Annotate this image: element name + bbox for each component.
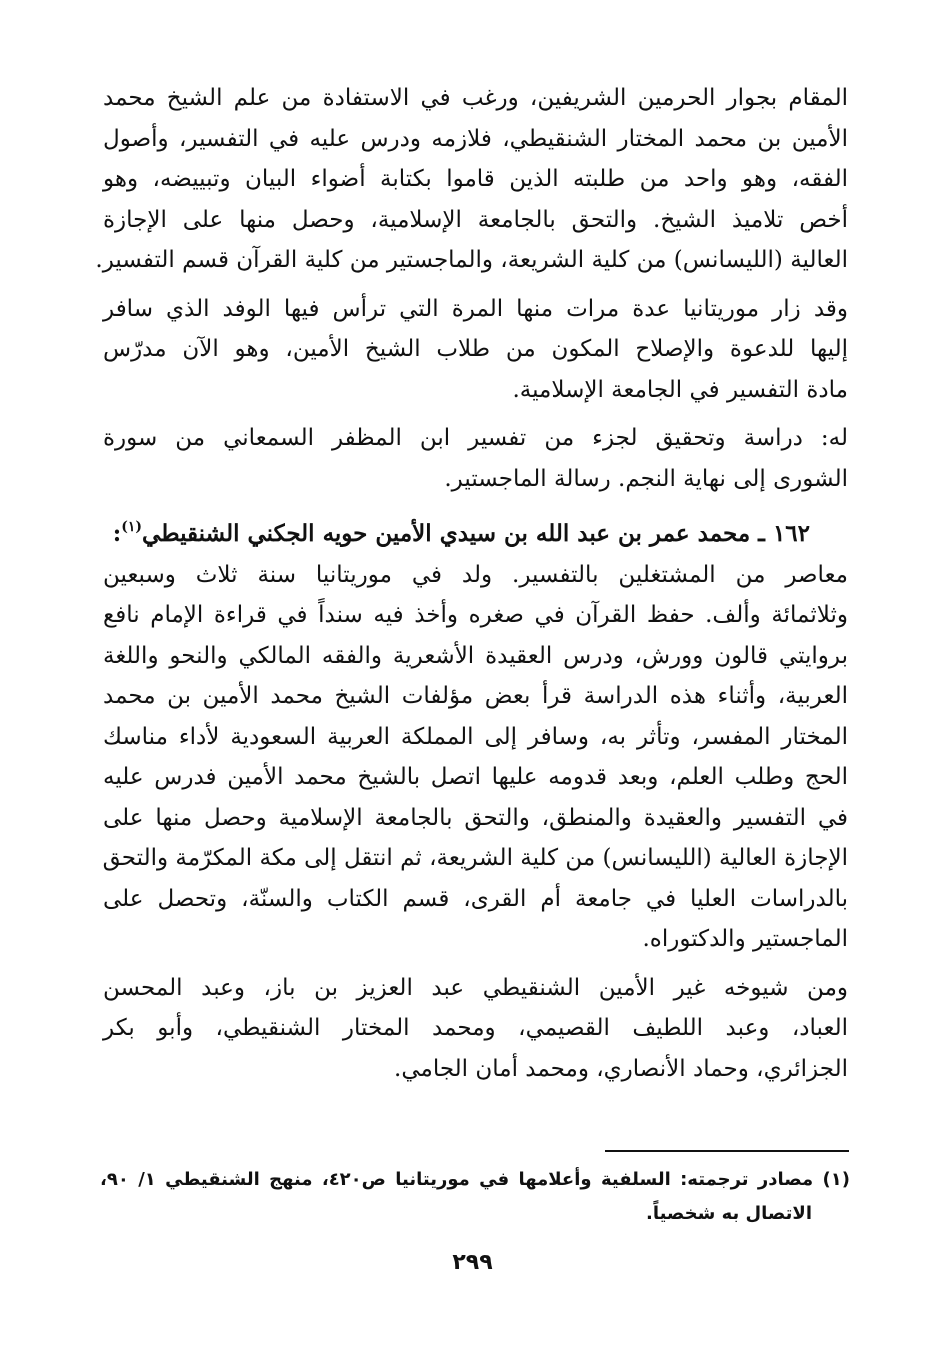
text-line: الحج وطلب العلم، وبعد قدومه عليها اتصل بالشيخ محمد الأمين فدرس عليه [103,764,848,790]
text-line: بروايتي قالون وورش، ودرس العقيدة الأشعرية والفقه المالكي والنحو واللغة [103,642,848,669]
text-line: الماجستير والدكتوراه. [642,926,848,952]
entry-heading [103,507,848,555]
text-line: العالية (الليسانس) من كلية الشريعة، والماجستير من كلية القرآن قسم التفسير. [95,247,848,273]
text-line: مادة التفسير في الجامعة الإسلامية. [512,376,848,403]
text-line: المختار المفسر، وتأثر به، وسافر إلى المملكة العربية السعودية لأداء مناسك [103,723,848,750]
text-line: الجزائري، وحماد الأنصاري، ومحمد أمان الجامي. [394,1055,848,1082]
text-line: له: دراسة وتحقيق لجزء من تفسير ابن المظفر السمعاني من سورة [103,425,848,451]
entry-heading-colon: : [112,520,122,547]
text-line: الفقه، وهو واحد من طلبته الذين قاموا بكتابة أضواء البيان وتبييضه، وهو [103,166,848,192]
text-line: إليها للدعوة والإصلاح المكون من طلاب الشيخ الأمين، وهو الآن مدرّس [103,336,848,362]
text-line: بالدراسات العليا في جامعة أم القرى، قسم الكتاب والسنّة، وتحصل على [103,885,848,912]
paragraph-3 [103,418,848,499]
text-line: وقد زار موريتانيا عدة مرات منها المرة التي ترأس فيها الوفد الذي سافر [103,295,848,322]
page-number: ٢٩٩ [452,1250,493,1275]
entry-paragraph-1 [103,555,848,960]
text-line: وثلاثمائة وألف. حفظ القرآن في صغره وأخذ فيه سنداً في قراءة الإمام نافع [103,602,848,628]
text-line: أخص تلاميذ الشيخ. والتحق بالجامعة الإسلامية، وحصل منها على الإجازة [103,206,848,233]
text-line: الإجازة العالية (الليسانس) من كلية الشريعة، ثم انتقل إلى مكة المكرّمة والتحق [102,845,848,871]
text-line: معاصر من المشتغلين بالتفسير. ولد في موريتانيا سنة ثلاث وسبعين [103,561,848,588]
text-line: العربية، وأثناء هذه الدراسة قرأ بعض مؤلفات الشيخ محمد الأمين بن محمد [103,683,848,709]
footnote-line: (١) مصادر ترجمته: السلفية وأعلامها في موريتانيا ص٤٢٠، منهج الشنقيطي ١/ ٩٠، [100,1169,850,1190]
page-body [95,78,848,1089]
entry-paragraph-2 [103,968,848,1090]
text-line: في التفسير والعقيدة والمنطق، والتحق بالجامعة الإسلامية وحصل منها على [103,804,848,831]
footnote-divider [605,1150,849,1152]
footnote [100,1163,850,1231]
text-line: المقام بجوار الحرمين الشريفين، ورغب في الاستفادة من علم الشيخ محمد [103,85,848,111]
text-line: العباد، وعبد اللطيف القصيمي، ومحمد المختار الشنقيطي، وأبو بكر [103,1015,848,1041]
footnote-line: الاتصال به شخصياً. [645,1203,812,1224]
text-line: ومن شيوخه غير الأمين الشنقيطي عبد العزيز بن باز، وعبد المحسن [103,974,848,1001]
text-line: الشورى إلى نهاية النجم. رسالة الماجستير. [444,465,848,492]
paragraph-1 [95,78,848,281]
entry-heading-text: ١٦٢ ـ محمد عمر بن عبد الله بن سيدي الأمين حويه الجكني الشنقيطي [142,520,810,547]
paragraph-2 [103,289,848,411]
footnote-marker: (١) [121,519,143,535]
text-line: الأمين بن محمد المختار الشنقيطي، فلازمه ودرس عليه في التفسير، وأصول [103,125,848,152]
